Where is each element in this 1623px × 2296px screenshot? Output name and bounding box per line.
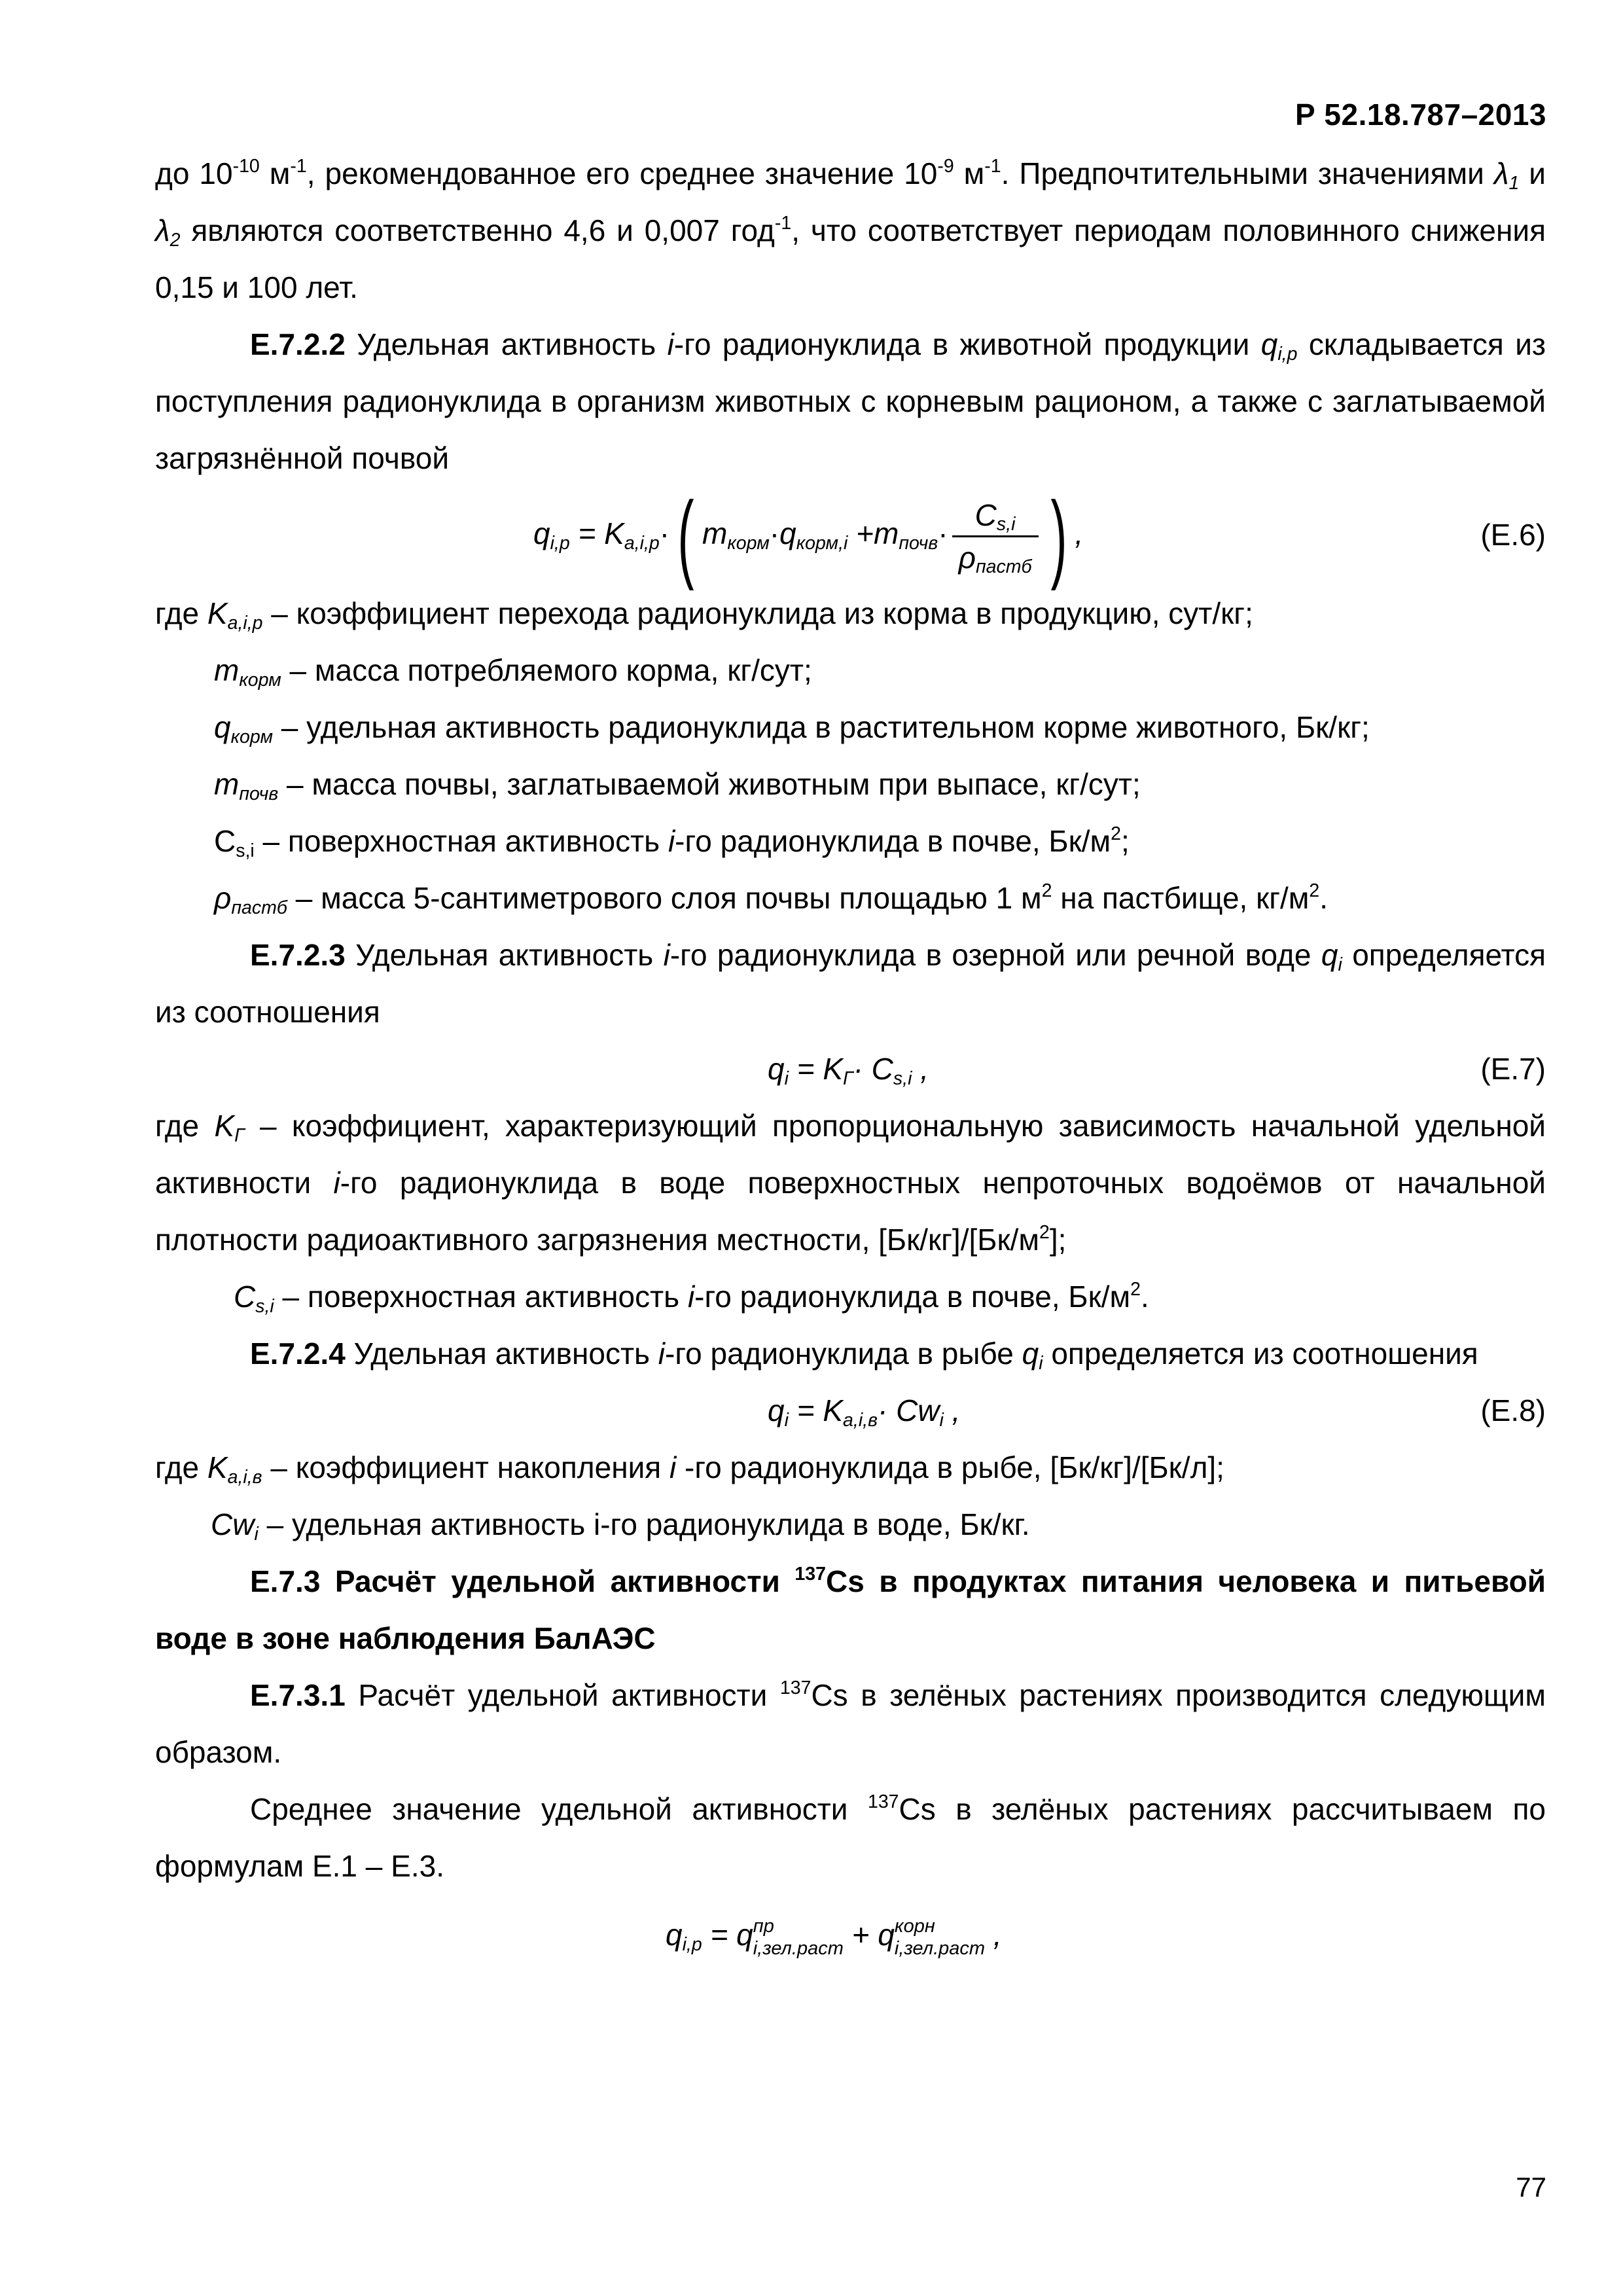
equation-number: (Е.7)	[1480, 1052, 1546, 1086]
definition-cs: $C_{s,i}$ – поверхностная активность i-го радионуклида в почве, $Бк/м^2$;	[214, 823, 1130, 861]
definition-cw: $Cw_i$ – удельная активность i-го радионуклида в воде, Бк/кг.	[211, 1507, 1030, 1545]
definition-q-korm: $q_{корм}$ – удельная активность радионуклида в растительном корме животного, Бк/кг;	[214, 710, 1370, 747]
definition-cs-2: $C_{s,i}$ – поверхностная активность i-го радионуклида в почве, $Бк/м^2$.	[234, 1279, 1149, 1317]
section-e73-heading: Е.7.3 Расчёт удельной активности $^{137}$Cs в продуктах питания человека и питьевой воде в зоне наблюдения БалАЭС	[155, 1564, 1546, 1655]
paragraph-average: Среднее значение удельной активности $^{137}$Cs в зелёных растениях рассчитываем по формулам Е.1 – Е.3.	[155, 1791, 1546, 1883]
definition-m-korm: $m_{корм}$ – масса потребляемого корма, кг/сут;	[214, 653, 812, 691]
definition-k: где $K_{a,i,p}$ – коэффициент перехода радионуклида из корма в продукцию, сут/кг;	[155, 596, 1253, 634]
definition-rho: $\rho_{пастб}$ – масса 5-сантиметрового слоя почвы площадью 1 $м^2$ на пастбище, $кг/м^2$.	[214, 880, 1329, 918]
formula-e6: $q_{i,p} = K_{a,i,p}\cdot$( $m_{корм}\cdot q_{корм,i} +m_{почв}\cdot$ $\frac{C_{s,i}}{\rho_{пастб}}$ ) , (Е.6)	[533, 481, 1546, 591]
formula-last: $q_{i,p} = q$ пр i,зел.раст + q корн i,зел.раст ,	[666, 1915, 1002, 1959]
document-code: Р 52.18.787–2013	[1294, 98, 1546, 132]
document-body	[155, 145, 1546, 1967]
equation-number: (Е.6)	[1480, 518, 1546, 552]
section-e722: Е.7.2.2 Удельная активность i-го радионуклида в животной продукции $q_{i,p}$ складывается из поступления радионуклида в организм животных с корневым рационом, а также с заглатываемой загрязнённой почвой	[155, 327, 1546, 475]
page-number: 77	[1516, 2172, 1546, 2202]
section-e724: Е.7.2.4 Удельная активность i-го радионуклида в рыбе $q_i$ определяется из соотношения	[250, 1336, 1478, 1374]
paragraph-continuation: до $10^{-10}$ $м^{-1}$, рекомендованное его среднее значение $10^{-9}$ $м^{-1}$. Предпочтительными значениями $\lambda_1$ и $\lambda_2$ являются соответственно 4,6 и 0,007 год$^{-1}$, что соответствует периодам половинного снижения 0,15 и 100 лет.	[155, 156, 1546, 304]
section-e723: Е.7.2.3 Удельная активность i-го радионуклида в озерной или речной воде $q_i$ определяется из соотношения	[155, 938, 1546, 1029]
formula-e7: $q_i = K_Г\cdot C_{s,i}$ , (Е.7)	[155, 1041, 1546, 1098]
definition-kg: где $K_Г$ – коэффициент, характеризующий пропорциональную зависимость начальной удельной активности i-го радионуклида в воде поверхностных непроточных водоёмов от начальной плотности радиоактивного загрязнения местности, $[Бк/кг]/[Бк/м^2]$;	[155, 1109, 1546, 1257]
equation-number: (Е.8)	[1480, 1393, 1546, 1427]
formula-e8: $q_i = K_{a,i,в}\cdot Cw_i$ , (Е.8)	[155, 1382, 1546, 1439]
section-e731: Е.7.3.1 Расчёт удельной активности $^{137}$Cs в зелёных растениях производится следующим образом.	[155, 1677, 1546, 1769]
definition-kav: где $K_{a,i,в}$ – коэффициент накопления i -го радионуклида в рыбе, [Бк/кг]/[Бк/л];	[155, 1450, 1224, 1488]
definition-m-pochv: $m_{почв}$ – масса почвы, заглатываемой животным при выпасе, кг/сут;	[214, 767, 1141, 804]
